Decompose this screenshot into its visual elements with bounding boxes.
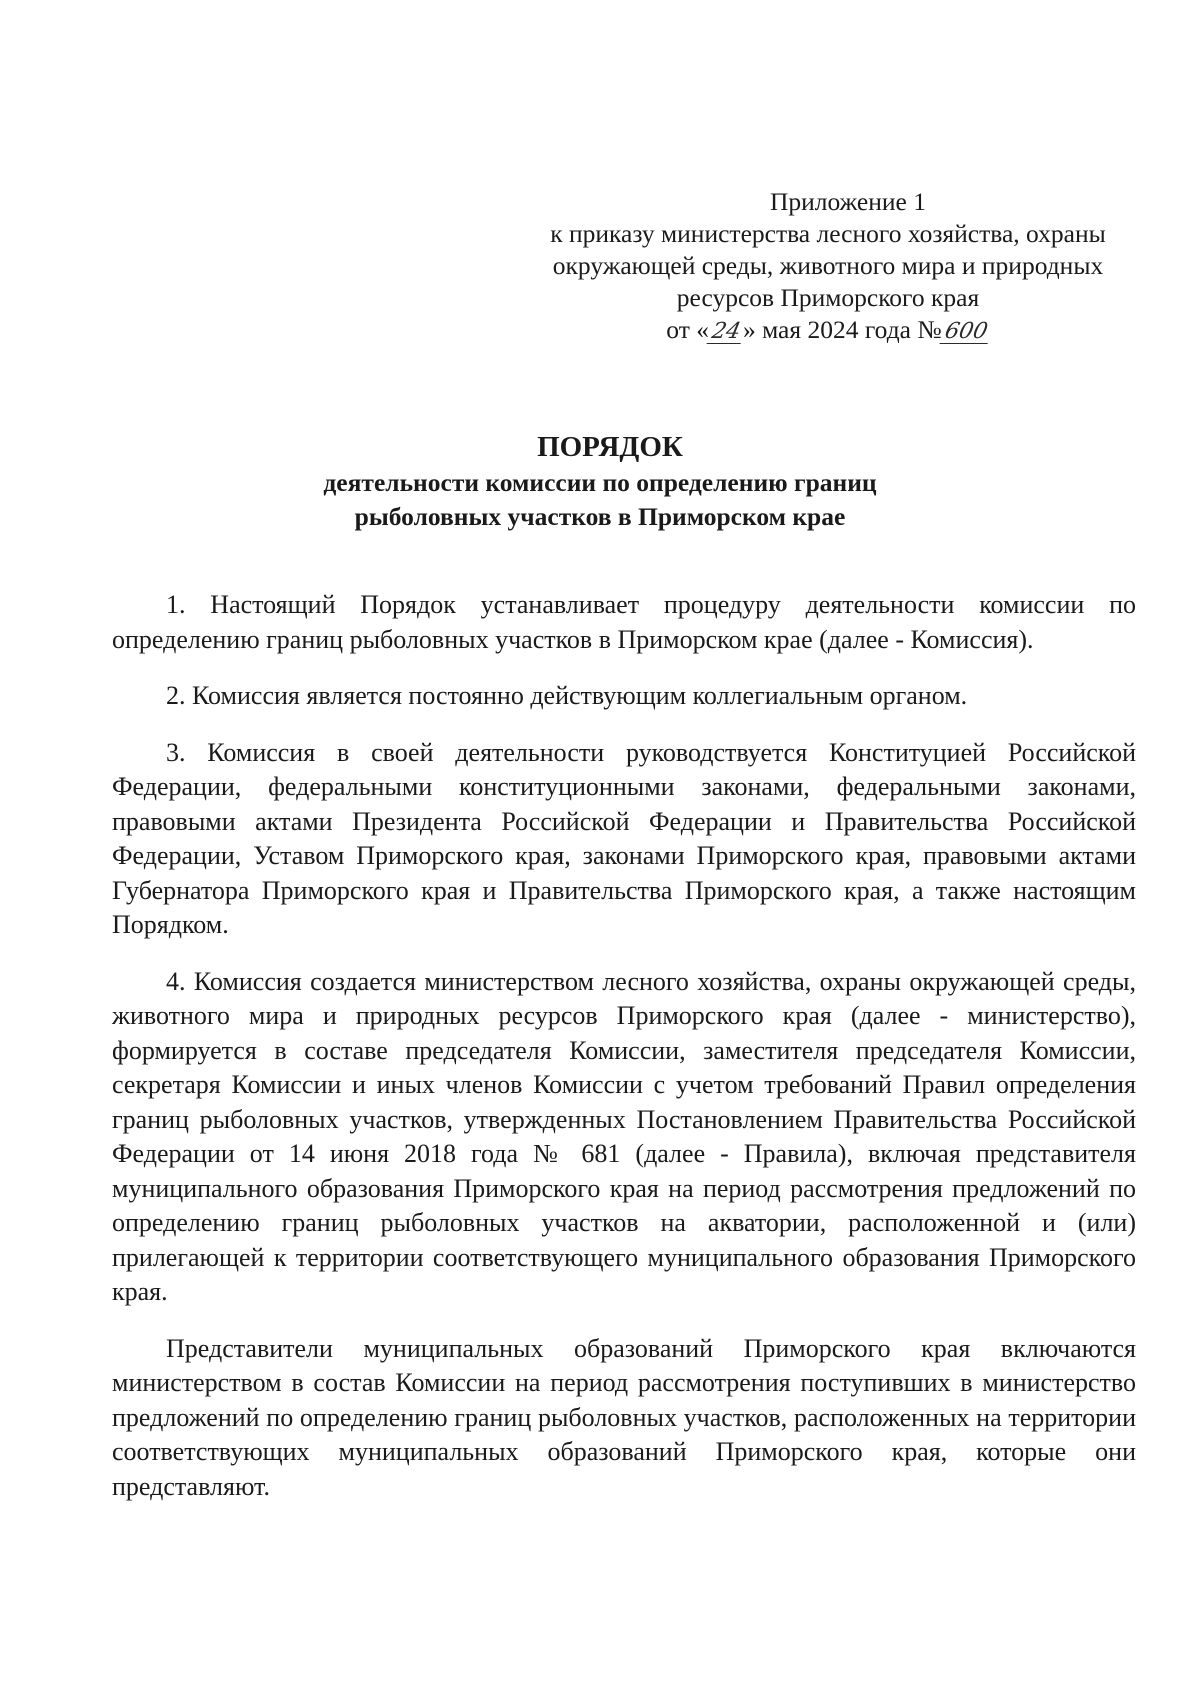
paragraph-5: Представители муниципальных образований Приморского края включаются министерством в состав Комиссии на период рассмотрения поступивших в министерство предложений по определению границ рыболовных участков, расположенных на территории соответствующих муниципальных образований Приморского края, которые они представляют. [112,1333,1136,1501]
date-middle: » мая 2024 года № [742,315,942,344]
title-sub-line2: рыболовных участков в Приморском крае [354,502,846,531]
appendix-ministry-line: окружающей среды, животного мира и природных [552,251,1104,280]
title-sub-line1: деятельности комиссии по определению границ [323,468,877,497]
paragraph-3: 3. Комиссия в своей деятельности руководствуется Конституцией Российской Федерации, федеральными конституционными законами, федеральными законами, правовыми актами Президента Российской Федерации и Правительства Российской Федерации, Уставом Приморского края, законами Приморского края, правовыми актами Губернатора Приморского края и Правительства Приморского края, а также настоящим Порядком. [112,737,1136,939]
appendix-header [520,186,1136,346]
appendix-date-line [520,314,1136,346]
title-main: ПОРЯДОК [537,431,683,463]
handwritten-order-number: 600 [939,321,992,344]
appendix-order-ref: к приказу министерства лесного хозяйства, охраны [550,219,1106,248]
appendix-region-line: ресурсов Приморского края [676,283,980,312]
paragraph-2: 2. Комиссия является постоянно действующим коллегиальным органом. [166,681,968,710]
handwritten-day: 24 [707,321,746,344]
appendix-label: Приложение 1 [770,187,926,216]
document-title [0,428,1200,534]
date-prefix: от « [666,315,709,344]
paragraph-1: 1. Настоящий Порядок устанавливает процедуру деятельности комиссии по определению границ рыболовных участков в Приморском крае (далее - Комиссия). [112,590,1136,654]
document-body [112,588,1136,1526]
paragraph-4: 4. Комиссия создается министерством лесного хозяйства, охраны окружающей среды, животного мира и природных ресурсов Приморского края (далее - министерство), формируется в составе председателя Комиссии, заместителя председателя Комиссии, секретаря Комиссии и иных членов Комиссии с учетом требований Правил определения границ рыболовных участков, утвержденных Постановлением Правительства Российской Федерации от 14 июня 2018 года № 681 (далее - Правила), включая представителя муниципального образования Приморского края на период рассмотрения предложений по определению границ рыболовных участков на акватории, расположенной и (или) прилегающей к территории соответствующего муниципального образования Приморского края. [112,966,1136,1306]
